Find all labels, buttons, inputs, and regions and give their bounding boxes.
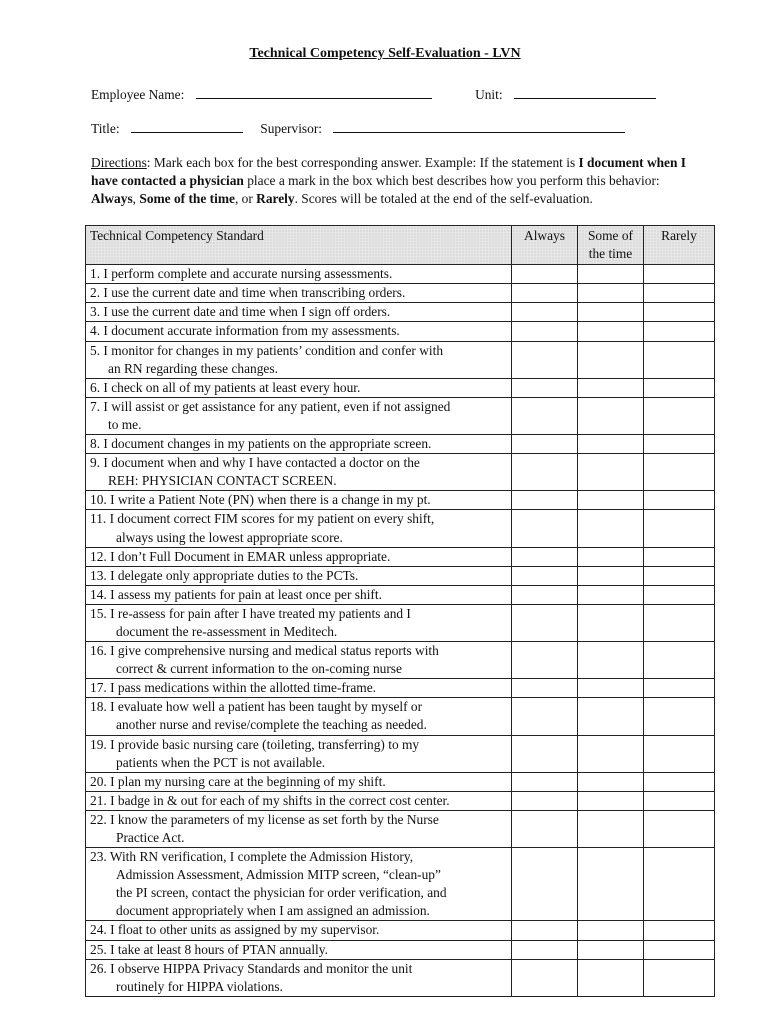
option-always: Always [91, 191, 133, 206]
item-text-line1: I monitor for changes in my patients’ condition and confer with [103, 342, 444, 358]
competency-statement [86, 810, 512, 847]
table-row [86, 341, 715, 378]
rarely-box[interactable] [644, 265, 715, 284]
competency-table [85, 225, 715, 997]
item-text-line1: I document when and why I have contacted a doctor on the [103, 455, 420, 471]
some-of-the-time-box[interactable] [578, 791, 644, 810]
employee-name-field[interactable] [196, 86, 432, 99]
rarely-box[interactable] [644, 848, 715, 921]
competency-statement [86, 341, 512, 378]
item-text-line1: I will assist or get assistance for any patient, even if not assigned [103, 398, 451, 414]
table-row [86, 679, 715, 698]
item-text-line2: routinely for HIPPA violations. [116, 978, 283, 994]
competency-statement [86, 679, 512, 698]
item-text-line1: I document correct FIM scores for my patient on every shift, [109, 511, 435, 527]
table-row [86, 435, 715, 454]
always-box[interactable] [512, 491, 578, 510]
some-of-the-time-box[interactable] [578, 322, 644, 341]
some-of-the-time-box[interactable] [578, 397, 644, 434]
table-row [86, 959, 715, 996]
table-row [86, 642, 715, 679]
table-row [86, 322, 715, 341]
item-text-line1: I provide basic nursing care (toileting, transferring) to my [110, 736, 420, 752]
rarely-box[interactable] [644, 341, 715, 378]
always-box[interactable] [512, 642, 578, 679]
item-number: 2. [90, 285, 101, 301]
some-of-the-time-box[interactable] [578, 642, 644, 679]
title-label: Title: [91, 121, 120, 136]
item-number: 14. [90, 586, 107, 602]
item-text-line1: I give comprehensive nursing and medical status reports with [110, 643, 439, 659]
table-row [86, 566, 715, 585]
competency-statement [86, 566, 512, 585]
rarely-box[interactable] [644, 791, 715, 810]
item-text-line3: the PI screen, contact the physician for order verification, and [116, 885, 447, 901]
rarely-box[interactable] [644, 735, 715, 772]
competency-statement [86, 604, 512, 641]
competency-statement [86, 959, 512, 996]
table-row [86, 921, 715, 940]
competency-statement [86, 303, 512, 322]
table-row [86, 378, 715, 397]
table-row [86, 810, 715, 847]
directions-text-2: place a mark in the box which best describes how you perform this behavior: [243, 173, 660, 188]
table-row [86, 772, 715, 791]
rarely-box[interactable] [644, 303, 715, 322]
some-of-the-time-box[interactable] [578, 284, 644, 303]
item-text-line1: I write a Patient Note (PN) when there is a change in my pt. [110, 492, 431, 508]
item-text-line1: I know the parameters of my license as set forth by the Nurse [110, 811, 439, 827]
rarely-box[interactable] [644, 940, 715, 959]
item-text-line2: document the re-assessment in Meditech. [116, 623, 338, 639]
always-box[interactable] [512, 397, 578, 434]
some-of-the-time-box[interactable] [578, 940, 644, 959]
table-row [86, 454, 715, 491]
item-text-line1: I use the current date and time when I sign off orders. [103, 304, 391, 320]
table-row [86, 510, 715, 547]
always-box[interactable] [512, 284, 578, 303]
always-box[interactable] [512, 791, 578, 810]
item-number: 10. [90, 492, 107, 508]
directions-text-1: : Mark each box for the best corresponding answer. Example: If the statement is [146, 155, 579, 170]
item-text-line1: I re-assess for pain after I have treated my patients and I [110, 605, 411, 621]
always-box[interactable] [512, 265, 578, 284]
item-number: 20. [90, 773, 107, 789]
competency-statement [86, 435, 512, 454]
some-of-the-time-box[interactable] [578, 378, 644, 397]
item-number: 6. [90, 379, 101, 395]
item-number: 1. [90, 266, 101, 282]
always-box[interactable] [512, 378, 578, 397]
table-row [86, 791, 715, 810]
some-of-the-time-box[interactable] [578, 510, 644, 547]
item-text-line2: to me. [108, 416, 142, 432]
some-of-the-time-box[interactable] [578, 585, 644, 604]
directions-example: I document when I have contacted a physician [91, 155, 687, 188]
rarely-box[interactable] [644, 397, 715, 434]
item-number: 8. [90, 436, 101, 452]
item-text-line2: correct & current information to the on-coming nurse [116, 661, 402, 677]
competency-statement [86, 547, 512, 566]
table-row [86, 940, 715, 959]
table-row [86, 735, 715, 772]
always-box[interactable] [512, 303, 578, 322]
item-text-line1: With RN verification, I complete the Admission History, [109, 849, 414, 865]
always-box[interactable] [512, 698, 578, 735]
always-box[interactable] [512, 341, 578, 378]
item-number: 15. [90, 605, 107, 621]
rarely-box[interactable] [644, 454, 715, 491]
always-box[interactable] [512, 566, 578, 585]
item-text-line1: I plan my nursing care at the beginning of my shift. [110, 773, 386, 789]
table-row [86, 491, 715, 510]
competency-statement [86, 791, 512, 810]
competency-statement [86, 848, 512, 921]
item-text-line1: I perform complete and accurate nursing assessments. [103, 266, 393, 282]
rarely-box[interactable] [644, 585, 715, 604]
always-box[interactable] [512, 772, 578, 791]
rarely-box[interactable] [644, 698, 715, 735]
item-text-line1: I take at least 8 hours of PTAN annually. [110, 941, 328, 957]
rarely-box[interactable] [644, 510, 715, 547]
competency-statement [86, 491, 512, 510]
always-box[interactable] [512, 679, 578, 698]
item-number: 3. [90, 304, 101, 320]
directions-comma: , [132, 191, 140, 206]
item-text-line2: always using the lowest appropriate score. [116, 529, 343, 545]
item-number: 21. [90, 792, 107, 808]
competency-statement [86, 585, 512, 604]
competency-statement [86, 698, 512, 735]
some-of-the-time-box[interactable] [578, 454, 644, 491]
some-of-the-time-box[interactable] [578, 848, 644, 921]
rarely-box[interactable] [644, 679, 715, 698]
header-standard: Technical Competency Standard [86, 226, 512, 265]
form-title: Technical Competency Self-Evaluation - LVN [249, 46, 521, 61]
competency-statement [86, 735, 512, 772]
table-row [86, 284, 715, 303]
item-text-line1: I don’t Full Document in EMAR unless appropriate. [110, 548, 391, 564]
rarely-box[interactable] [644, 491, 715, 510]
competency-statement [86, 772, 512, 791]
item-number: 18. [90, 699, 107, 715]
competency-statement [86, 397, 512, 434]
item-text-line2: Practice Act. [116, 830, 185, 845]
always-box[interactable] [512, 604, 578, 641]
item-text-line1: I badge in & out for each of my shifts in the correct cost center. [110, 792, 450, 808]
competency-statement [86, 921, 512, 940]
option-some: Some of the time [139, 191, 235, 206]
competency-statement [86, 510, 512, 547]
some-of-the-time-box[interactable] [578, 491, 644, 510]
table-header-row [86, 226, 715, 265]
header-always: Always [512, 226, 578, 265]
rarely-box[interactable] [644, 604, 715, 641]
option-rarely: Rarely [256, 191, 295, 206]
always-box[interactable] [512, 547, 578, 566]
supervisor-label: Supervisor: [260, 121, 323, 136]
header-some-line1: Some of [587, 228, 633, 243]
always-box[interactable] [512, 921, 578, 940]
item-number: 16. [90, 643, 107, 659]
item-text-line1: I document changes in my patients on the appropriate screen. [103, 436, 432, 452]
item-number: 9. [90, 455, 101, 471]
always-box[interactable] [512, 510, 578, 547]
item-number: 4. [90, 323, 101, 339]
competency-statement [86, 940, 512, 959]
item-text-line1: I document accurate information from my assessments. [103, 323, 400, 339]
header-some-line2: the time [588, 246, 633, 262]
item-text-line1: I evaluate how well a patient has been taught by myself or [110, 699, 423, 715]
some-of-the-time-box[interactable] [578, 810, 644, 847]
rarely-box[interactable] [644, 566, 715, 585]
rarely-box[interactable] [644, 772, 715, 791]
table-row [86, 265, 715, 284]
some-of-the-time-box[interactable] [578, 341, 644, 378]
employee-row [91, 86, 656, 103]
item-text-line1: I check on all of my patients at least every hour. [103, 379, 361, 395]
always-box[interactable] [512, 585, 578, 604]
competency-statement [86, 378, 512, 397]
rarely-box[interactable] [644, 322, 715, 341]
always-box[interactable] [512, 322, 578, 341]
header-some-of-the-time [578, 226, 644, 265]
some-of-the-time-box[interactable] [578, 921, 644, 940]
directions-heading: Directions [91, 155, 147, 170]
rarely-box[interactable] [644, 284, 715, 303]
supervisor-field[interactable] [333, 120, 625, 133]
item-text-line1: I delegate only appropriate duties to the PCTs. [110, 567, 359, 583]
table-row [86, 698, 715, 735]
item-number: 5. [90, 342, 101, 358]
some-of-the-time-box[interactable] [578, 265, 644, 284]
item-text-line2: Admission Assessment, Admission MITP screen, “clean-up” [116, 867, 441, 883]
rarely-box[interactable] [644, 921, 715, 940]
item-text-line1: I observe HIPPA Privacy Standards and monitor the unit [110, 960, 413, 976]
some-of-the-time-box[interactable] [578, 303, 644, 322]
some-of-the-time-box[interactable] [578, 959, 644, 996]
competency-statement [86, 642, 512, 679]
unit-field[interactable] [514, 86, 656, 99]
always-box[interactable] [512, 810, 578, 847]
item-text-line2: patients when the PCT is not available. [116, 754, 326, 770]
item-number: 22. [90, 811, 107, 827]
item-number: 11. [90, 511, 107, 527]
rarely-box[interactable] [644, 959, 715, 996]
always-box[interactable] [512, 848, 578, 921]
item-number: 19. [90, 736, 107, 752]
title-row [91, 120, 625, 137]
some-of-the-time-box[interactable] [578, 566, 644, 585]
table-row [86, 604, 715, 641]
item-number: 26. [90, 960, 107, 976]
item-text-line1: I use the current date and time when transcribing orders. [103, 285, 406, 301]
table-row [86, 585, 715, 604]
table-row [86, 547, 715, 566]
some-of-the-time-box[interactable] [578, 698, 644, 735]
title-field[interactable] [131, 120, 243, 133]
directions-or: , or [234, 191, 257, 206]
item-text-line1: I assess my patients for pain at least once per shift. [110, 586, 382, 602]
always-box[interactable] [512, 454, 578, 491]
employee-name-label: Employee Name: [91, 87, 185, 102]
competency-statement [86, 454, 512, 491]
rarely-box[interactable] [644, 810, 715, 847]
always-box[interactable] [512, 959, 578, 996]
item-number: 24. [90, 922, 107, 938]
item-text-line2: REH: PHYSICIAN CONTACT SCREEN. [108, 473, 337, 489]
competency-statement [86, 265, 512, 284]
always-box[interactable] [512, 735, 578, 772]
item-text-line4: document appropriately when I am assigned an admission. [116, 903, 430, 919]
item-number: 7. [90, 398, 101, 414]
item-text-line1: I pass medications within the allotted time-frame. [110, 680, 376, 696]
some-of-the-time-box[interactable] [578, 679, 644, 698]
rarely-box[interactable] [644, 435, 715, 454]
some-of-the-time-box[interactable] [578, 735, 644, 772]
competency-statement [86, 284, 512, 303]
table-row [86, 397, 715, 434]
always-box[interactable] [512, 940, 578, 959]
rarely-box[interactable] [644, 378, 715, 397]
directions-paragraph [91, 154, 691, 208]
item-text-line2: another nurse and revise/complete the teaching as needed. [116, 717, 427, 733]
item-number: 17. [90, 680, 107, 696]
some-of-the-time-box[interactable] [578, 435, 644, 454]
some-of-the-time-box[interactable] [578, 604, 644, 641]
some-of-the-time-box[interactable] [578, 547, 644, 566]
always-box[interactable] [512, 435, 578, 454]
unit-label: Unit: [475, 87, 503, 102]
table-row [86, 303, 715, 322]
some-of-the-time-box[interactable] [578, 772, 644, 791]
item-text-line1: I float to other units as assigned by my supervisor. [110, 922, 380, 938]
item-number: 13. [90, 567, 107, 583]
item-text-line2: an RN regarding these changes. [108, 360, 278, 376]
directions-text-3: . Scores will be totaled at the end of the self-evaluation. [294, 191, 593, 206]
competency-statement [86, 322, 512, 341]
item-number: 23. [90, 849, 107, 865]
item-number: 25. [90, 941, 107, 957]
table-row [86, 848, 715, 921]
item-number: 12. [90, 548, 107, 564]
rarely-box[interactable] [644, 547, 715, 566]
rarely-box[interactable] [644, 642, 715, 679]
header-rarely: Rarely [644, 226, 715, 265]
